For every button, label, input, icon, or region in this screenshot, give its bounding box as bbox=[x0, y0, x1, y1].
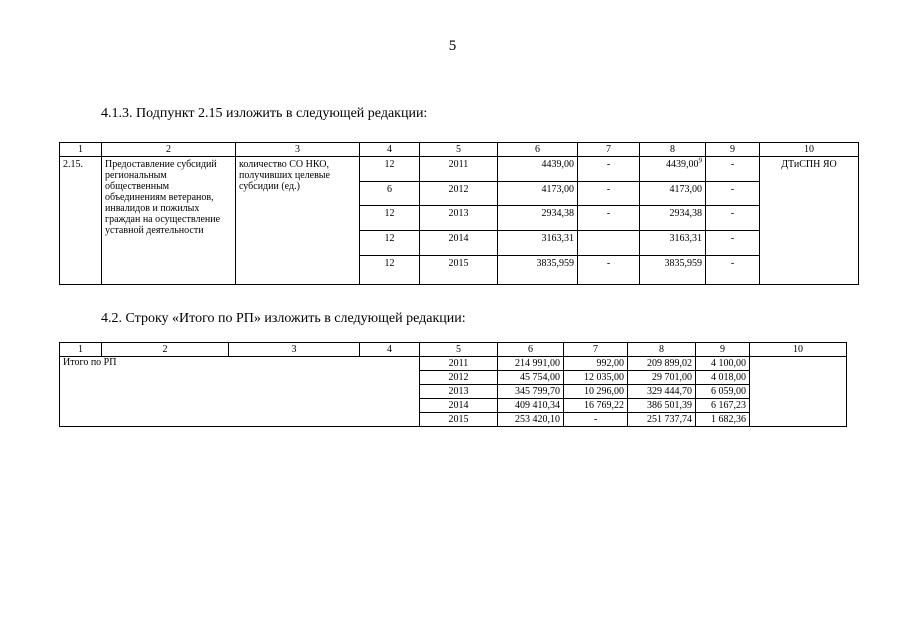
column-header: 4 bbox=[360, 343, 420, 357]
column-header: 8 bbox=[640, 143, 706, 157]
total-amount: 253 420,10 bbox=[498, 413, 564, 427]
column-7-value: 12 035,00 bbox=[564, 371, 628, 385]
total-amount: 45 754,00 bbox=[498, 371, 564, 385]
total-amount: 409 410,34 bbox=[498, 399, 564, 413]
executor: ДТиСПН ЯО bbox=[760, 157, 859, 285]
column-7-value bbox=[578, 231, 640, 256]
column-8-amount: 4439,00 bbox=[666, 159, 699, 170]
column-9-value: - bbox=[706, 157, 760, 182]
year-cell: 2014 bbox=[420, 399, 498, 413]
year-cell: 2012 bbox=[420, 182, 498, 206]
column-8-value: 329 444,70 bbox=[628, 385, 696, 399]
total-rp-table bbox=[59, 342, 847, 427]
year-cell: 2013 bbox=[420, 385, 498, 399]
table-header-row bbox=[60, 343, 847, 357]
subpoint-2-15-table bbox=[59, 142, 859, 285]
column-header: 10 bbox=[760, 143, 859, 157]
column-header: 7 bbox=[578, 143, 640, 157]
year-cell: 2015 bbox=[420, 256, 498, 285]
total-label: Итого по РП bbox=[60, 357, 420, 427]
indicator-value: 12 bbox=[360, 231, 420, 256]
total-amount: 2934,38 bbox=[498, 206, 578, 231]
column-header: 10 bbox=[750, 343, 847, 357]
column-8-value: 2934,38 bbox=[640, 206, 706, 231]
column-8-value: 3163,31 bbox=[640, 231, 706, 256]
column-header: 5 bbox=[420, 143, 498, 157]
year-cell: 2013 bbox=[420, 206, 498, 231]
year-cell: 2015 bbox=[420, 413, 498, 427]
total-amount: 214 991,00 bbox=[498, 357, 564, 371]
indicator-value: 12 bbox=[360, 206, 420, 231]
page-number: 5 bbox=[448, 38, 457, 54]
footnote-mark: 9 bbox=[698, 156, 702, 165]
column-header: 9 bbox=[696, 343, 750, 357]
column-header: 3 bbox=[236, 143, 360, 157]
column-8-value: 29 701,00 bbox=[628, 371, 696, 385]
column-7-value: 16 769,22 bbox=[564, 399, 628, 413]
column-9-value: 4 100,00 bbox=[696, 357, 750, 371]
column-header: 1 bbox=[60, 143, 102, 157]
column-9-value: - bbox=[706, 256, 760, 285]
year-cell: 2011 bbox=[420, 357, 498, 371]
column-9-value: 6 167,23 bbox=[696, 399, 750, 413]
column-9-value: 6 059,00 bbox=[696, 385, 750, 399]
column-header: 7 bbox=[564, 343, 628, 357]
table-header-row bbox=[60, 143, 859, 157]
indicator-value: 12 bbox=[360, 157, 420, 182]
column-7-value: - bbox=[578, 157, 640, 182]
measure-name: Предоставление субсидий региональным общественным объединениям ветеранов, инвалидов и пожилых граждан на осуществление уставной деятельности bbox=[102, 157, 236, 285]
column-header: 2 bbox=[102, 143, 236, 157]
column-9-value: - bbox=[706, 206, 760, 231]
total-amount: 345 799,70 bbox=[498, 385, 564, 399]
year-cell: 2011 bbox=[420, 157, 498, 182]
table-row bbox=[60, 157, 859, 182]
total-amount: 4439,00 bbox=[498, 157, 578, 182]
column-8-value: 209 899,02 bbox=[628, 357, 696, 371]
table-row bbox=[60, 357, 847, 371]
column-8-value bbox=[640, 157, 706, 182]
column-header: 6 bbox=[498, 143, 578, 157]
column-8-value: 3835,959 bbox=[640, 256, 706, 285]
column-8-value: 251 737,74 bbox=[628, 413, 696, 427]
column-10-empty bbox=[750, 357, 847, 427]
column-7-value: - bbox=[564, 413, 628, 427]
column-9-value: 1 682,36 bbox=[696, 413, 750, 427]
column-8-value: 4173,00 bbox=[640, 182, 706, 206]
indicator-value: 12 bbox=[360, 256, 420, 285]
column-header: 8 bbox=[628, 343, 696, 357]
total-amount: 4173,00 bbox=[498, 182, 578, 206]
column-7-value: - bbox=[578, 182, 640, 206]
indicator-name: количество СО НКО, получивших целевые субсидии (ед.) bbox=[236, 157, 360, 285]
total-amount: 3835,959 bbox=[498, 256, 578, 285]
column-8-value: 386 501,39 bbox=[628, 399, 696, 413]
column-header: 4 bbox=[360, 143, 420, 157]
column-9-value: - bbox=[706, 231, 760, 256]
column-7-value: - bbox=[578, 256, 640, 285]
column-7-value: 10 296,00 bbox=[564, 385, 628, 399]
column-header: 6 bbox=[498, 343, 564, 357]
column-9-value: 4 018,00 bbox=[696, 371, 750, 385]
column-header: 3 bbox=[229, 343, 360, 357]
column-header: 5 bbox=[420, 343, 498, 357]
column-9-value: - bbox=[706, 182, 760, 206]
year-cell: 2012 bbox=[420, 371, 498, 385]
column-7-value: - bbox=[578, 206, 640, 231]
column-header: 9 bbox=[706, 143, 760, 157]
column-header: 1 bbox=[60, 343, 102, 357]
column-header: 2 bbox=[102, 343, 229, 357]
section-4-1-3-heading: 4.1.3. Подпункт 2.15 изложить в следующей редакции: bbox=[101, 106, 428, 121]
total-amount: 3163,31 bbox=[498, 231, 578, 256]
year-cell: 2014 bbox=[420, 231, 498, 256]
column-7-value: 992,00 bbox=[564, 357, 628, 371]
section-4-2-heading: 4.2. Строку «Итого по РП» изложить в следующей редакции: bbox=[101, 311, 466, 326]
item-number: 2.15. bbox=[60, 157, 102, 285]
indicator-value: 6 bbox=[360, 182, 420, 206]
